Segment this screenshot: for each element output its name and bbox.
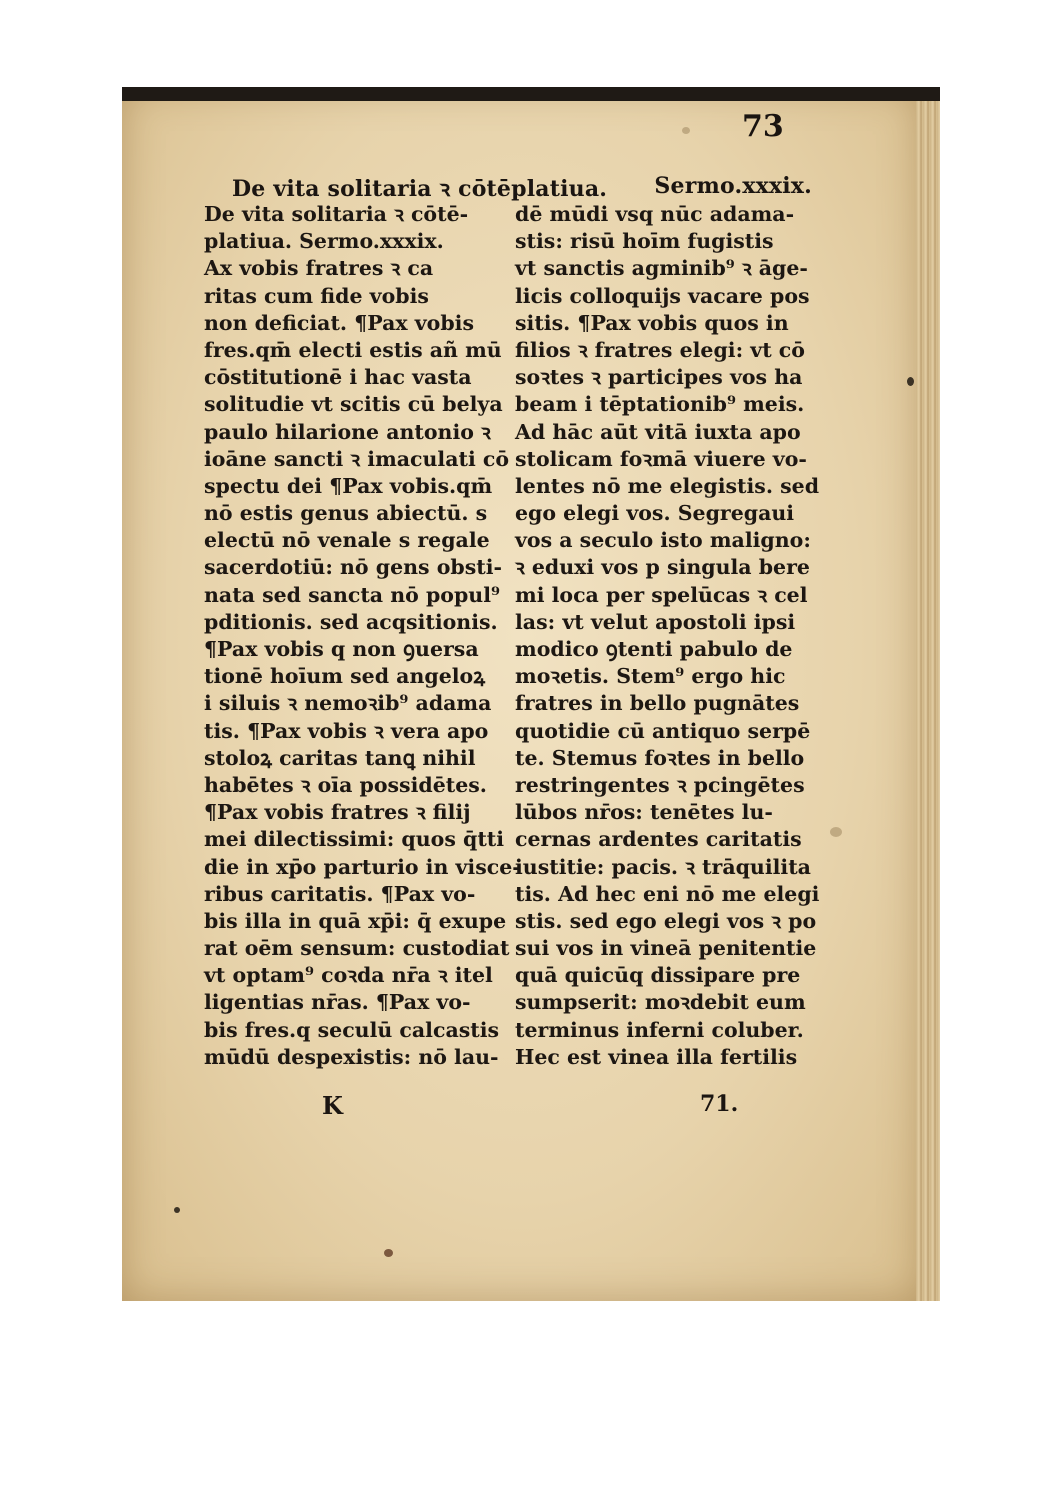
text-line: Ad hāc aūt vitā iuxta apo (515, 419, 801, 444)
text-line: restringentes ꝛ pcingētes (515, 772, 805, 797)
text-line: quā quicūq dissipare pre (515, 963, 801, 988)
text-line: stolicam foꝛmā viuere vo- (515, 446, 807, 471)
text-line: Hec est vinea illa fertilis (515, 1044, 798, 1069)
text-line: sacerdotiū: nō gens obsti- (204, 555, 503, 580)
text-line: Ax vobis fratres ꝛ ca (204, 256, 434, 281)
text-line: ꝛ eduxi vos p singula bere (515, 555, 810, 580)
text-line: ribus caritatis. ¶Pax vo- (204, 881, 476, 906)
text-line: lūbos nr̄os: tenētes lu- (515, 800, 773, 825)
ink-spot (682, 127, 690, 134)
text-line: filios ꝛ fratres elegi: vt cō (515, 337, 805, 362)
text-line: ¶Pax vobis fratres ꝛ filij (204, 800, 471, 825)
text-line: sumpserit: moꝛdebit eum (515, 990, 806, 1015)
text-line: stis. sed ego elegi vos ꝛ po (515, 908, 817, 933)
text-line: non deficiat. ¶Pax vobis (204, 310, 474, 335)
text-line: bis fres.q seculū calcastis (204, 1017, 500, 1042)
text-line: las: vt velut apostoli ipsi (515, 609, 796, 634)
right-text-column (515, 201, 820, 1071)
running-head-sermon: Sermo.xxxix. (654, 173, 812, 199)
text-line: rat oēm sensum: custodiat (204, 936, 510, 961)
text-line: ego elegi vos. Segregaui (515, 501, 795, 526)
text-line: dē mūdi vsq nūc adama- (515, 202, 795, 226)
running-head-title: De vita solitaria ꝛ cōtēplatiua. (232, 176, 608, 202)
left-text-column (204, 201, 521, 1071)
text-line: solitudie vt scitis cū belya (204, 392, 503, 417)
text-line: lentes nō me elegistis. sed (515, 473, 820, 498)
text-line: ioāne sancti ꝛ imaculati cō (204, 446, 510, 471)
text-line: moꝛetis. Stem⁹ ergo hic (515, 664, 786, 689)
text-line: stis: risū hoīm fugistis (515, 229, 774, 254)
text-line: tis. Ad hec eni nō me elegi (515, 881, 820, 906)
text-line: stoloꝝ caritas tanꝗ nihil (204, 745, 476, 770)
signature-mark: K (322, 1091, 343, 1120)
running-head (232, 173, 812, 203)
text-line: ¶Pax vobis q non ꝯuersa (204, 637, 479, 661)
text-line: fratres in bello pugnātes (515, 691, 800, 716)
catchword: 71. (700, 1091, 739, 1117)
text-line: bis illa in quā xp̄i: q̄ exupe (204, 908, 507, 933)
text-line: sui vos in vineā penitentie (515, 936, 817, 961)
text-line: beam i tēptationib⁹ meis. (515, 392, 805, 417)
ink-spot (907, 377, 914, 386)
text-line: licis colloquijs vacare pos (515, 283, 810, 308)
text-line: mei dilectissimi: quos q̄tti (204, 827, 505, 852)
text-line: habētes ꝛ oīa possidētes. (204, 772, 487, 797)
text-line: i siluis ꝛ nemoꝛib⁹ adama (204, 691, 492, 716)
text-line: spectu dei ¶Pax vobis.qm̄ (204, 473, 493, 498)
text-line: nata sed sancta nō popul⁹ (204, 582, 500, 607)
scan-top-border (122, 87, 940, 101)
text-line: mi loca per spelūcas ꝛ cel (515, 582, 808, 607)
text-line: paulo hilarione antonio ꝛ (204, 419, 491, 444)
text-line: modico ꝯtenti pabulo de (515, 637, 793, 661)
text-line: ritas cum fide vobis (204, 283, 429, 308)
text-line: nō estis genus abiectū. s (204, 501, 488, 526)
text-line: ligentias nr̄as. ¶Pax vo- (204, 990, 471, 1015)
text-line: De vita solitaria ꝛ cōtē- (204, 202, 469, 226)
text-line: quotidie cū antiquo serpē (515, 718, 811, 743)
text-line: tionē hoīum sed angeloꝝ (204, 664, 486, 689)
folio-number: 73 (742, 109, 784, 144)
text-line: mūdū despexistis: nō lau- (204, 1044, 499, 1069)
text-line: vt optam⁹ coꝛda nr̄a ꝛ itel (204, 963, 493, 988)
text-line: vt sanctis agminib⁹ ꝛ āge- (515, 256, 808, 281)
text-line: iustitie: pacis. ꝛ trāquilita (515, 854, 811, 879)
ink-spot (384, 1249, 393, 1257)
page-edge-stack (916, 87, 940, 1301)
text-line: sitis. ¶Pax vobis quos in (515, 310, 789, 335)
text-line: tis. ¶Pax vobis ꝛ vera apo (204, 718, 489, 743)
parchment-page (122, 87, 920, 1301)
text-line: te. Stemus foꝛtes in bello (515, 745, 805, 770)
text-line: cernas ardentes caritatis (515, 827, 802, 852)
text-line: electū nō venale s regale (204, 528, 490, 553)
text-line: platiua. Sermo.xxxix. (204, 229, 444, 254)
text-line: soꝛtes ꝛ participes vos ha (515, 365, 803, 390)
text-line: terminus inferni coluber. (515, 1017, 804, 1042)
scanned-page-frame (122, 87, 940, 1301)
text-line: fres.qm̄ electi estis añ mū (204, 337, 502, 362)
ink-spot (174, 1207, 180, 1213)
text-line: vos a seculo isto maligno: (515, 528, 811, 553)
text-line: cōstitutionē i hac vasta (204, 365, 472, 390)
text-line: pditionis. sed acqsitionis. (204, 609, 498, 634)
stain-spot (830, 827, 842, 837)
text-line: die in xp̄o parturio in visce- (204, 854, 521, 879)
